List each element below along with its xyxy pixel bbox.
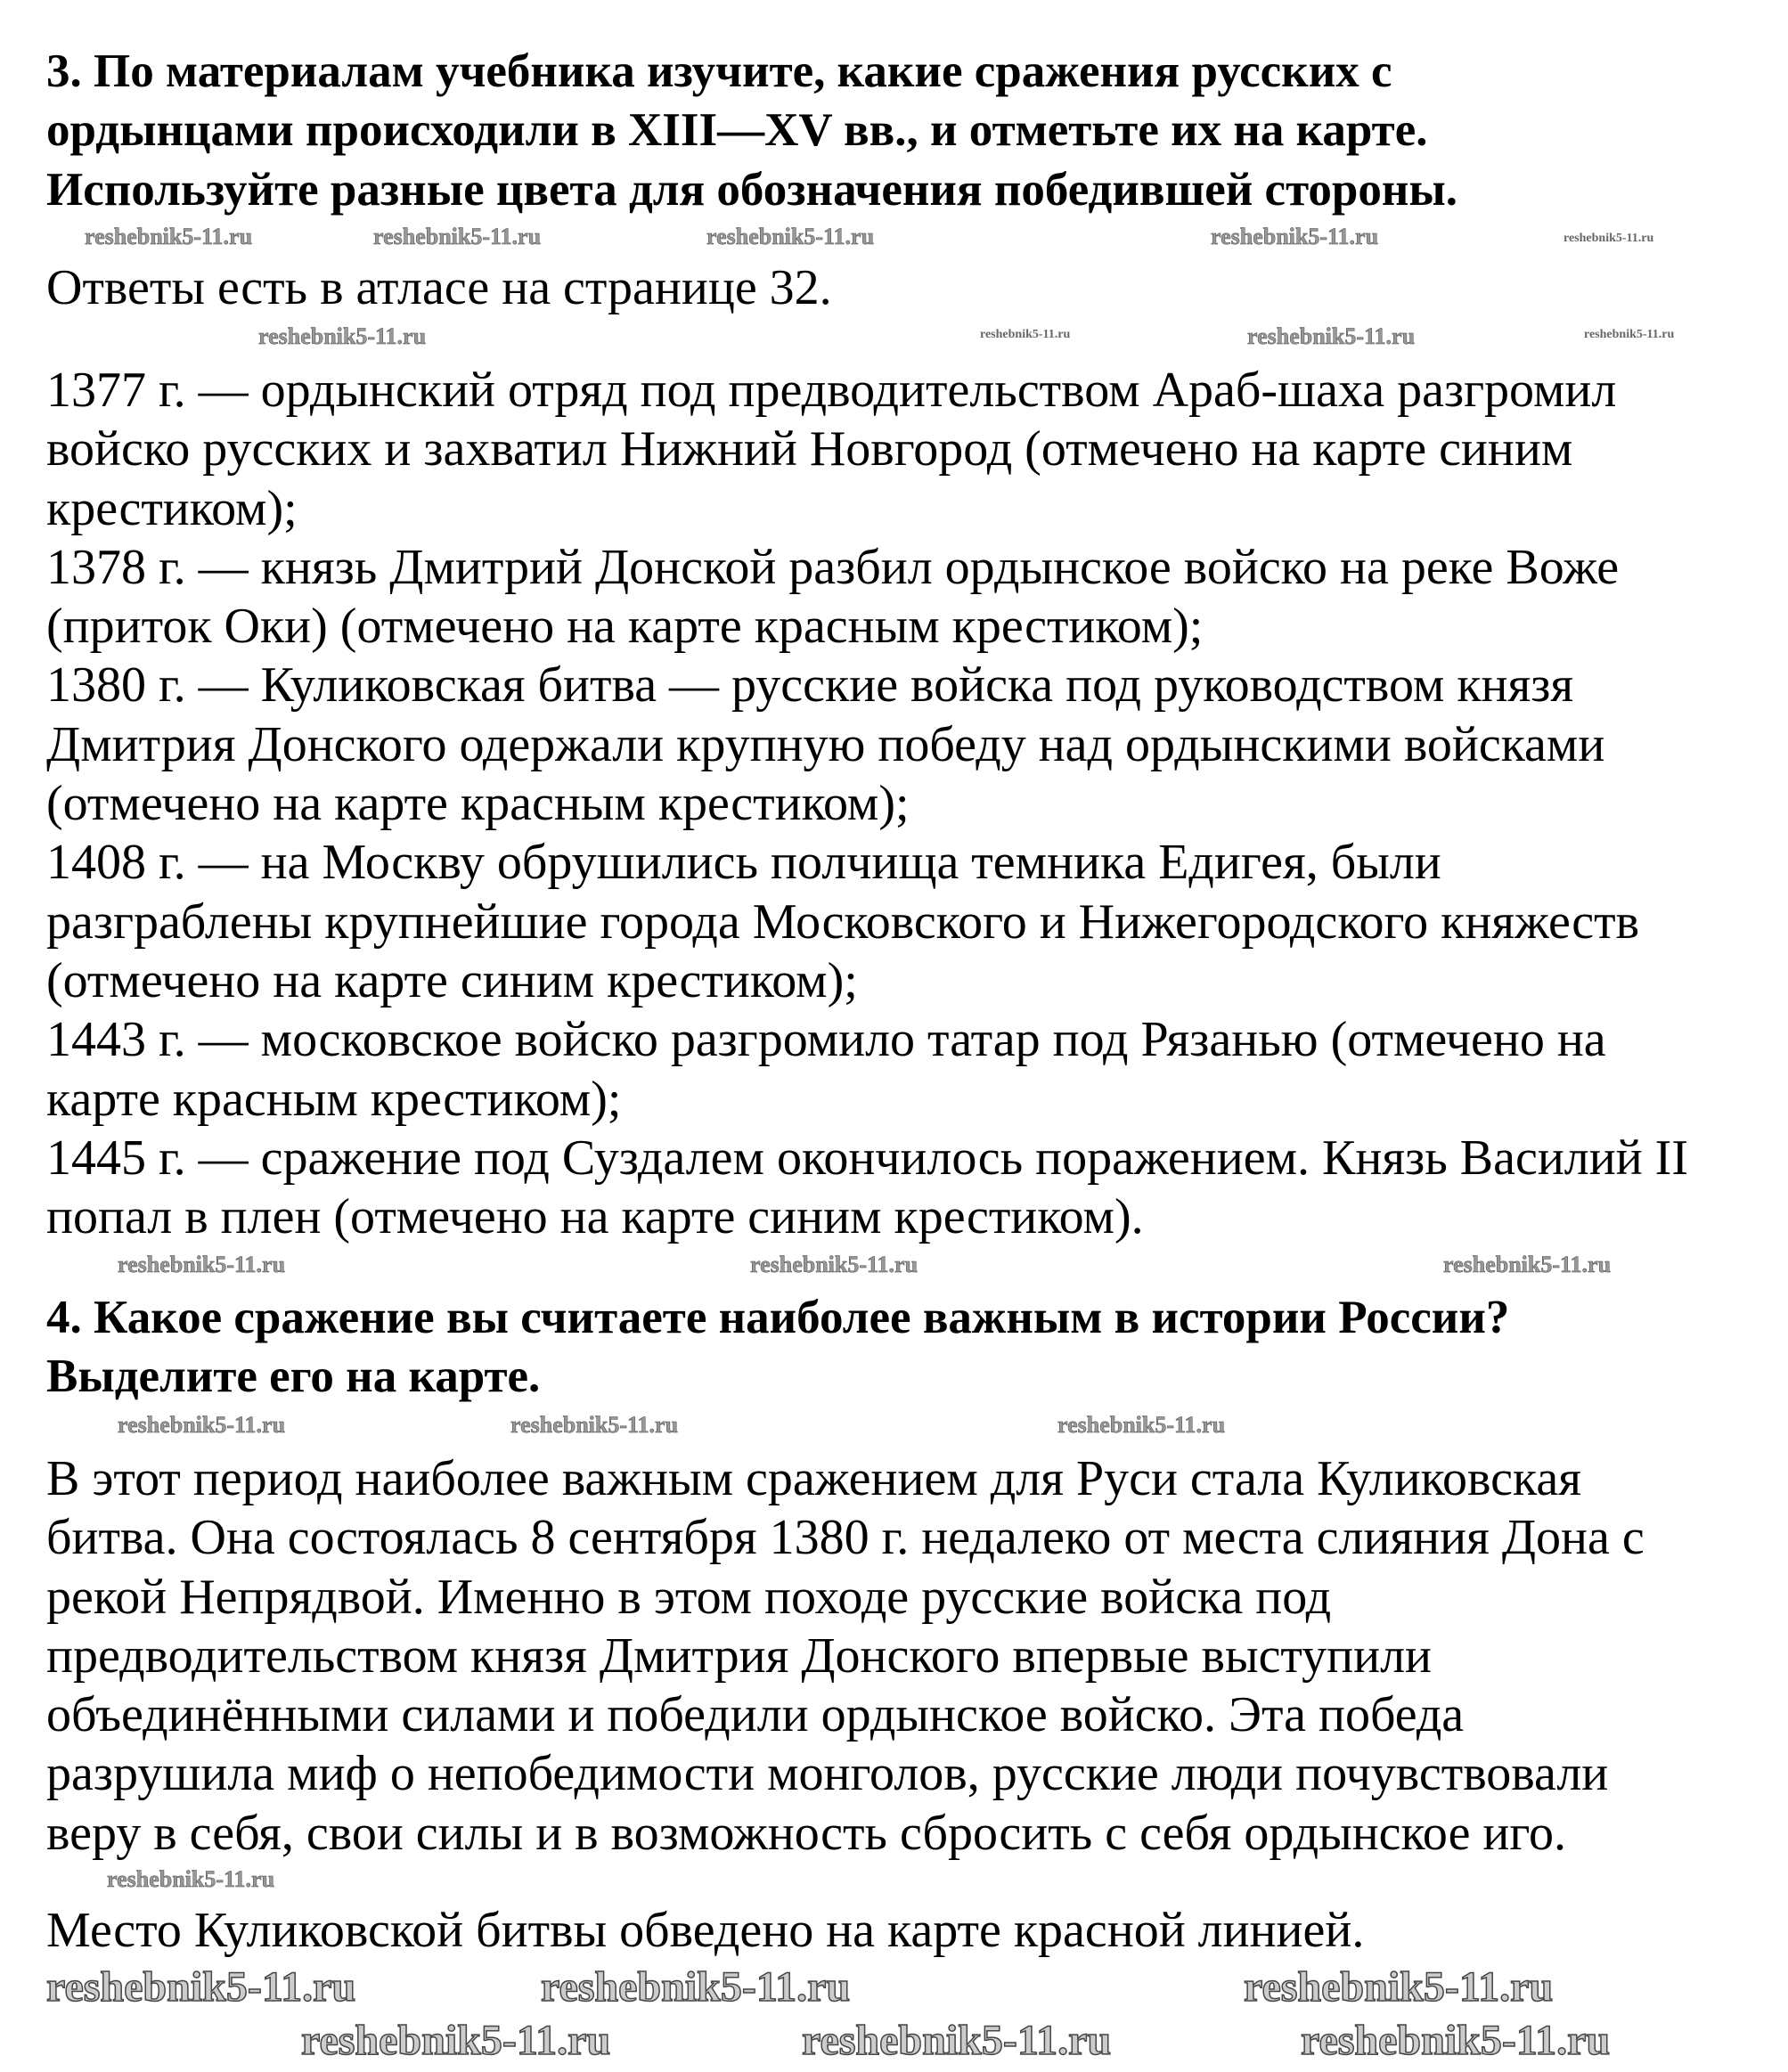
answer-line: предводительством князя Дмитрия Донского впервые выступили	[46, 1627, 1433, 1684]
watermark: reshebnik5-11.ru	[1247, 323, 1416, 349]
watermark: reshebnik5-11.ru	[301, 2017, 611, 2064]
watermark: reshebnik5-11.ru	[258, 323, 427, 349]
watermark: reshebnik5-11.ru	[118, 1412, 286, 1438]
watermark: reshebnik5-11.ru	[107, 1866, 275, 1892]
answer-line: карте красным крестиком);	[46, 1071, 622, 1127]
answer-line: веру в себя, свои силы и в возможность сбросить с себя ордынское иго.	[46, 1805, 1566, 1861]
heading-line: ордынцами происходили в XIII—XV вв., и отметьте их на карте.	[46, 104, 1428, 157]
answer-line: В этот период наиболее важным сражением для Руси стала Куликовская	[46, 1451, 1581, 1506]
watermark: reshebnik5-11.ru	[541, 1963, 851, 2011]
answer-line: 1378 г. — князь Дмитрий Донской разбил ордынское войско на реке Воже	[46, 539, 1620, 595]
answer-line: битва. Она состоялась 8 сентября 1380 г. недалеко от места слияния Дона с	[46, 1510, 1645, 1566]
watermark: reshebnik5-11.ru	[1057, 1412, 1226, 1438]
watermark: reshebnik5-11.ru	[1584, 328, 1675, 341]
task4-heading	[46, 1288, 1509, 1407]
watermark: reshebnik5-11.ru	[85, 224, 253, 249]
answer-line: 1380 г. — Куликовская битва — русские войска под руководством князя	[46, 657, 1574, 714]
answer-line: войско русских и захватил Нижний Новгород (отмечено на карте синим	[46, 421, 1573, 477]
answer-line: 1377 г. — ордынский отряд под предводительством Араб-шаха разгромил	[46, 363, 1617, 418]
answer-line: рекой Непрядвой. Именно в этом походе русские войска под	[46, 1569, 1332, 1625]
heading-line: 4. Какое сражение вы считаете наиболее важным в истории России?	[46, 1292, 1510, 1343]
heading-line: Используйте разные цвета для обозначения победившей стороны.	[46, 163, 1458, 216]
watermark: reshebnik5-11.ru	[1301, 2017, 1611, 2064]
answer-line: 1443 г. — московское войско разгромило татар под Рязанью (отмечено на	[46, 1012, 1606, 1068]
answer-line: Дмитрия Донского одержали крупную победу над ордынскими войсками	[46, 716, 1605, 772]
watermark: reshebnik5-11.ru	[118, 1252, 286, 1277]
task3-intro	[46, 258, 832, 317]
watermark: reshebnik5-11.ru	[1211, 224, 1379, 249]
task4-answer	[46, 1449, 1645, 1863]
watermark: reshebnik5-11.ru	[46, 1963, 356, 2011]
heading-line: 3. По материалам учебника изучите, какие сражения русских с	[46, 45, 1392, 97]
watermark: reshebnik5-11.ru	[373, 224, 542, 249]
watermark: reshebnik5-11.ru	[1563, 232, 1654, 245]
answer-line: 1408 г. — на Москву обрушились полчища темника Едигея, были	[46, 835, 1441, 891]
conclusion-text: Место Куликовской битвы обведено на карте красной линией.	[46, 1903, 1365, 1958]
answer-line: (приток Оки) (отмечено на карте красным крестиком);	[46, 599, 1204, 655]
answer-line: разрушила миф о непобедимости монголов, русские люди почувствовали	[46, 1746, 1609, 1802]
answer-line: попал в плен (отмечено на карте синим крестиком).	[46, 1189, 1144, 1245]
heading-line: Выделите его на карте.	[46, 1350, 541, 1403]
task3-answer	[46, 361, 1688, 1246]
watermark: reshebnik5-11.ru	[980, 328, 1071, 341]
watermark: reshebnik5-11.ru	[802, 2017, 1112, 2064]
watermark: reshebnik5-11.ru	[1443, 1252, 1612, 1277]
watermark: reshebnik5-11.ru	[1244, 1963, 1554, 2011]
answer-line: крестиком);	[46, 480, 298, 536]
watermark: reshebnik5-11.ru	[750, 1252, 918, 1277]
answer-line: 1445 г. — сражение под Суздалем окончилось поражением. Князь Василий II	[46, 1130, 1688, 1186]
answer-line: (отмечено на карте красным крестиком);	[46, 776, 910, 832]
task4-conclusion	[46, 1901, 1364, 1960]
watermark: reshebnik5-11.ru	[706, 224, 875, 249]
answer-line: разграблены крупнейшие города Московского и Нижегородского княжеств	[46, 893, 1640, 950]
watermark: reshebnik5-11.ru	[510, 1412, 679, 1438]
task3-heading	[46, 42, 1457, 219]
answer-line: (отмечено на карте синим крестиком);	[46, 952, 858, 1008]
answer-line: объединёнными силами и победили ордынское войско. Эта победа	[46, 1687, 1465, 1743]
intro-text: Ответы есть в атласе на странице 32.	[46, 260, 832, 315]
